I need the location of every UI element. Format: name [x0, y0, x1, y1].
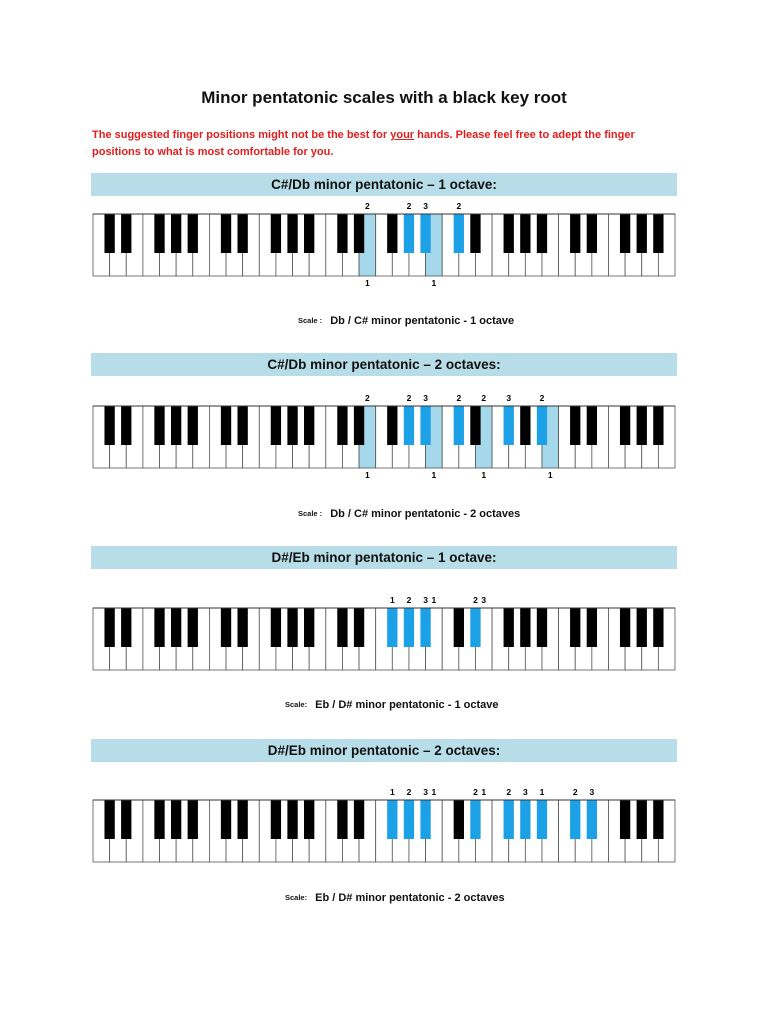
white-key: [160, 800, 177, 862]
black-key: [420, 800, 430, 839]
white-key: [342, 800, 359, 862]
black-key: [653, 406, 663, 445]
white-key: [376, 214, 393, 276]
white-key: [176, 214, 193, 276]
black-key: [354, 406, 364, 445]
white-key: [459, 608, 476, 670]
black-key: [271, 608, 281, 647]
white-key: [309, 214, 326, 276]
black-key: [287, 608, 297, 647]
white-key: [642, 800, 659, 862]
finger-number-top: 1: [389, 595, 395, 605]
finger-number-bottom: 1: [481, 470, 487, 480]
white-key: [342, 214, 359, 276]
black-key: [620, 608, 630, 647]
white-key: [392, 406, 409, 468]
white-key: [176, 800, 193, 862]
finger-number-top: 3: [423, 201, 428, 211]
black-key: [171, 406, 181, 445]
white-key: [492, 800, 509, 862]
finger-number-top: 3: [423, 787, 428, 797]
white-key: [376, 800, 393, 862]
finger-number-bottom: 1: [547, 470, 553, 480]
white-key: [243, 214, 260, 276]
white-key: [110, 406, 127, 468]
white-key: [243, 800, 260, 862]
black-key: [637, 214, 647, 253]
finger-number-top: 2: [365, 393, 370, 403]
black-key: [404, 608, 414, 647]
white-key: [376, 608, 393, 670]
white-key: [193, 800, 210, 862]
black-key: [238, 214, 248, 253]
black-key: [470, 214, 480, 253]
black-key: [387, 800, 397, 839]
white-key: [126, 608, 143, 670]
black-key: [171, 800, 181, 839]
finger-number-top: 3: [522, 787, 528, 797]
white-key: [126, 214, 143, 276]
white-key: [492, 214, 509, 276]
white-key: [409, 406, 426, 468]
white-key: [459, 406, 476, 468]
white-key: [359, 406, 376, 468]
black-key: [104, 608, 114, 647]
white-key: [259, 800, 276, 862]
finger-number-top: 3: [423, 595, 428, 605]
white-key: [93, 214, 110, 276]
black-key: [104, 800, 114, 839]
scale-caption-3: [285, 699, 498, 711]
white-key: [276, 800, 293, 862]
section-header-1: C#/Db minor pentatonic – 1 octave:: [91, 173, 677, 196]
white-key: [575, 214, 592, 276]
black-key: [637, 608, 647, 647]
black-key: [537, 608, 547, 647]
black-key: [337, 214, 347, 253]
white-key: [259, 608, 276, 670]
black-key: [420, 214, 430, 253]
black-key: [154, 608, 164, 647]
white-key: [193, 608, 210, 670]
finger-number-top: 1: [481, 787, 487, 797]
black-key: [221, 406, 231, 445]
white-key: [608, 800, 625, 862]
black-key: [454, 800, 464, 839]
black-key: [387, 406, 397, 445]
black-key: [188, 406, 198, 445]
black-key: [470, 608, 480, 647]
black-key: [520, 608, 530, 647]
finger-number-top: 2: [406, 787, 412, 797]
finger-number-top: 2: [456, 201, 462, 211]
white-key: [276, 214, 293, 276]
white-key: [542, 406, 559, 468]
white-key: [559, 608, 576, 670]
black-key: [520, 214, 530, 253]
white-key: [509, 406, 526, 468]
white-key: [625, 214, 642, 276]
black-key: [537, 800, 547, 839]
finger-number-top: 2: [539, 393, 545, 403]
white-key: [525, 214, 542, 276]
white-key: [475, 406, 492, 468]
finger-number-top: 2: [572, 787, 578, 797]
white-key: [442, 214, 459, 276]
black-key: [404, 800, 414, 839]
white-key: [475, 214, 492, 276]
caption-text: Db / C# minor pentatonic - 2 octaves: [330, 508, 521, 520]
white-key: [459, 800, 476, 862]
white-key: [592, 800, 609, 862]
white-key: [93, 406, 110, 468]
white-key: [326, 406, 343, 468]
white-key: [658, 214, 675, 276]
black-key: [238, 608, 248, 647]
black-key: [271, 214, 281, 253]
black-key: [121, 608, 131, 647]
caption-lead: Scale:: [285, 893, 308, 902]
black-key: [387, 214, 397, 253]
black-key: [104, 214, 114, 253]
white-key: [342, 406, 359, 468]
finger-number-top: 2: [456, 393, 462, 403]
white-key: [209, 800, 226, 862]
black-key: [570, 800, 580, 839]
white-key: [492, 406, 509, 468]
white-key: [509, 608, 526, 670]
white-key: [226, 608, 243, 670]
white-key: [110, 608, 127, 670]
black-key: [620, 406, 630, 445]
black-key: [653, 214, 663, 253]
finger-number-top: 3: [481, 595, 487, 605]
white-key: [226, 406, 243, 468]
black-key: [337, 406, 347, 445]
white-key: [426, 608, 443, 670]
black-key: [653, 608, 663, 647]
white-key: [426, 800, 443, 862]
black-key: [287, 800, 297, 839]
white-key: [93, 800, 110, 862]
white-key: [359, 214, 376, 276]
caption-lead: Scale :: [298, 509, 323, 518]
white-key: [176, 608, 193, 670]
white-key: [309, 800, 326, 862]
white-key: [143, 800, 160, 862]
black-key: [404, 214, 414, 253]
white-key: [392, 608, 409, 670]
black-key: [171, 608, 181, 647]
white-key: [243, 608, 260, 670]
black-key: [587, 608, 597, 647]
finger-number-top: 2: [365, 201, 370, 211]
black-key: [337, 800, 347, 839]
white-key: [226, 214, 243, 276]
caption-text: Eb / D# minor pentatonic - 1 octave: [315, 699, 499, 711]
finger-number-top: 2: [406, 393, 412, 403]
white-key: [542, 214, 559, 276]
white-key: [426, 214, 443, 276]
black-key: [188, 800, 198, 839]
black-key: [404, 406, 414, 445]
black-key: [454, 608, 464, 647]
black-key: [304, 608, 314, 647]
black-key: [504, 800, 514, 839]
warning-note: [92, 127, 682, 161]
black-key: [520, 406, 530, 445]
black-key: [238, 800, 248, 839]
white-key: [110, 214, 127, 276]
white-key: [209, 608, 226, 670]
black-key: [570, 214, 580, 253]
black-key: [238, 406, 248, 445]
white-key: [409, 800, 426, 862]
white-key: [392, 800, 409, 862]
white-key: [608, 608, 625, 670]
black-key: [271, 406, 281, 445]
white-key: [160, 406, 177, 468]
white-key: [475, 608, 492, 670]
white-key: [93, 608, 110, 670]
white-key: [276, 406, 293, 468]
finger-number-bottom: 1: [431, 278, 437, 288]
finger-number-top: 3: [589, 787, 595, 797]
white-key: [525, 800, 542, 862]
black-key: [470, 800, 480, 839]
finger-number-top: 2: [406, 595, 412, 605]
black-key: [104, 406, 114, 445]
black-key: [637, 800, 647, 839]
white-key: [293, 800, 310, 862]
scale-caption-1: [298, 315, 514, 327]
white-key: [625, 608, 642, 670]
black-key: [504, 406, 514, 445]
white-key: [293, 406, 310, 468]
white-key: [126, 800, 143, 862]
white-key: [442, 800, 459, 862]
warning-text-start: The suggested finger positions might not be the best for: [92, 129, 391, 141]
white-key: [559, 214, 576, 276]
warning-emphasis: your: [390, 129, 415, 141]
white-key: [259, 406, 276, 468]
finger-number-top: 2: [506, 787, 512, 797]
white-key: [193, 214, 210, 276]
finger-number-bottom: 1: [431, 470, 437, 480]
white-key: [293, 608, 310, 670]
black-key: [653, 800, 663, 839]
caption-lead: Scale :: [298, 316, 323, 325]
black-key: [221, 800, 231, 839]
black-key: [587, 800, 597, 839]
white-key: [575, 406, 592, 468]
section-header-2: C#/Db minor pentatonic – 2 octaves:: [91, 353, 677, 376]
white-key: [492, 608, 509, 670]
white-key: [575, 608, 592, 670]
white-key: [525, 406, 542, 468]
black-key: [537, 406, 547, 445]
white-key: [209, 214, 226, 276]
black-key: [387, 608, 397, 647]
black-key: [121, 800, 131, 839]
white-key: [575, 800, 592, 862]
white-key: [160, 608, 177, 670]
black-key: [304, 800, 314, 839]
white-key: [326, 608, 343, 670]
white-key: [342, 608, 359, 670]
white-key: [359, 800, 376, 862]
white-key: [143, 406, 160, 468]
black-key: [470, 406, 480, 445]
black-key: [620, 214, 630, 253]
black-key: [287, 406, 297, 445]
black-key: [620, 800, 630, 839]
white-key: [592, 608, 609, 670]
white-key: [625, 800, 642, 862]
black-key: [337, 608, 347, 647]
black-key: [154, 214, 164, 253]
section-header-4: D#/Eb minor pentatonic – 2 octaves:: [91, 739, 677, 762]
caption-lead: Scale:: [285, 700, 308, 709]
caption-text: Db / C# minor pentatonic - 1 octave: [330, 315, 515, 327]
white-key: [143, 608, 160, 670]
white-key: [608, 406, 625, 468]
white-key: [326, 800, 343, 862]
white-key: [559, 406, 576, 468]
black-key: [154, 406, 164, 445]
finger-number-top: 2: [473, 787, 478, 797]
white-key: [658, 406, 675, 468]
black-key: [520, 800, 530, 839]
white-key: [359, 608, 376, 670]
white-key: [625, 406, 642, 468]
white-key: [409, 214, 426, 276]
white-key: [126, 406, 143, 468]
black-key: [420, 406, 430, 445]
black-key: [287, 214, 297, 253]
black-key: [454, 406, 464, 445]
black-key: [188, 608, 198, 647]
black-key: [504, 214, 514, 253]
white-key: [525, 608, 542, 670]
finger-number-top: 2: [481, 393, 487, 403]
black-key: [271, 800, 281, 839]
white-key: [309, 406, 326, 468]
black-key: [637, 406, 647, 445]
white-key: [376, 406, 393, 468]
finger-number-top: 3: [506, 393, 512, 403]
scale-caption-4: [285, 892, 505, 904]
caption-text: Eb / D# minor pentatonic - 2 octaves: [315, 892, 505, 904]
white-key: [409, 608, 426, 670]
white-key: [509, 800, 526, 862]
white-key: [243, 406, 260, 468]
black-key: [171, 214, 181, 253]
black-key: [587, 406, 597, 445]
black-key: [121, 406, 131, 445]
finger-number-top: 1: [389, 787, 395, 797]
white-key: [592, 214, 609, 276]
warning-text-end: hands. Please feel free to adept the finger positions to what is most comfortable for you.: [92, 129, 635, 158]
black-key: [420, 608, 430, 647]
white-key: [326, 214, 343, 276]
white-key: [160, 214, 177, 276]
white-key: [559, 800, 576, 862]
white-key: [442, 608, 459, 670]
black-key: [504, 608, 514, 647]
black-key: [221, 608, 231, 647]
black-key: [188, 214, 198, 253]
finger-number-top: 1: [539, 787, 545, 797]
black-key: [537, 214, 547, 253]
white-key: [658, 800, 675, 862]
white-key: [226, 800, 243, 862]
black-key: [354, 608, 364, 647]
section-header-3: D#/Eb minor pentatonic – 1 octave:: [91, 546, 677, 569]
black-key: [570, 406, 580, 445]
white-key: [209, 406, 226, 468]
white-key: [392, 214, 409, 276]
white-key: [442, 406, 459, 468]
white-key: [542, 608, 559, 670]
finger-number-top: 3: [423, 393, 428, 403]
white-key: [642, 406, 659, 468]
scale-caption-2: [298, 508, 520, 520]
white-key: [459, 214, 476, 276]
white-key: [642, 214, 659, 276]
black-key: [304, 214, 314, 253]
white-key: [642, 608, 659, 670]
white-key: [176, 406, 193, 468]
white-key: [592, 406, 609, 468]
white-key: [658, 608, 675, 670]
black-key: [587, 214, 597, 253]
black-key: [221, 214, 231, 253]
finger-number-top: 2: [473, 595, 478, 605]
white-key: [293, 214, 310, 276]
finger-number-bottom: 1: [365, 278, 370, 288]
white-key: [110, 800, 127, 862]
black-key: [454, 214, 464, 253]
white-key: [475, 800, 492, 862]
black-key: [354, 214, 364, 253]
finger-number-top: 1: [431, 787, 437, 797]
finger-number-top: 2: [406, 201, 412, 211]
page-title: Minor pentatonic scales with a black key root: [201, 88, 567, 107]
white-key: [193, 406, 210, 468]
white-key: [542, 800, 559, 862]
white-key: [509, 214, 526, 276]
white-key: [143, 214, 160, 276]
black-key: [354, 800, 364, 839]
white-key: [259, 214, 276, 276]
white-key: [309, 608, 326, 670]
black-key: [570, 608, 580, 647]
black-key: [154, 800, 164, 839]
white-key: [608, 214, 625, 276]
finger-number-top: 1: [431, 595, 437, 605]
black-key: [304, 406, 314, 445]
white-key: [276, 608, 293, 670]
finger-number-bottom: 1: [365, 470, 370, 480]
white-key: [426, 406, 443, 468]
black-key: [121, 214, 131, 253]
